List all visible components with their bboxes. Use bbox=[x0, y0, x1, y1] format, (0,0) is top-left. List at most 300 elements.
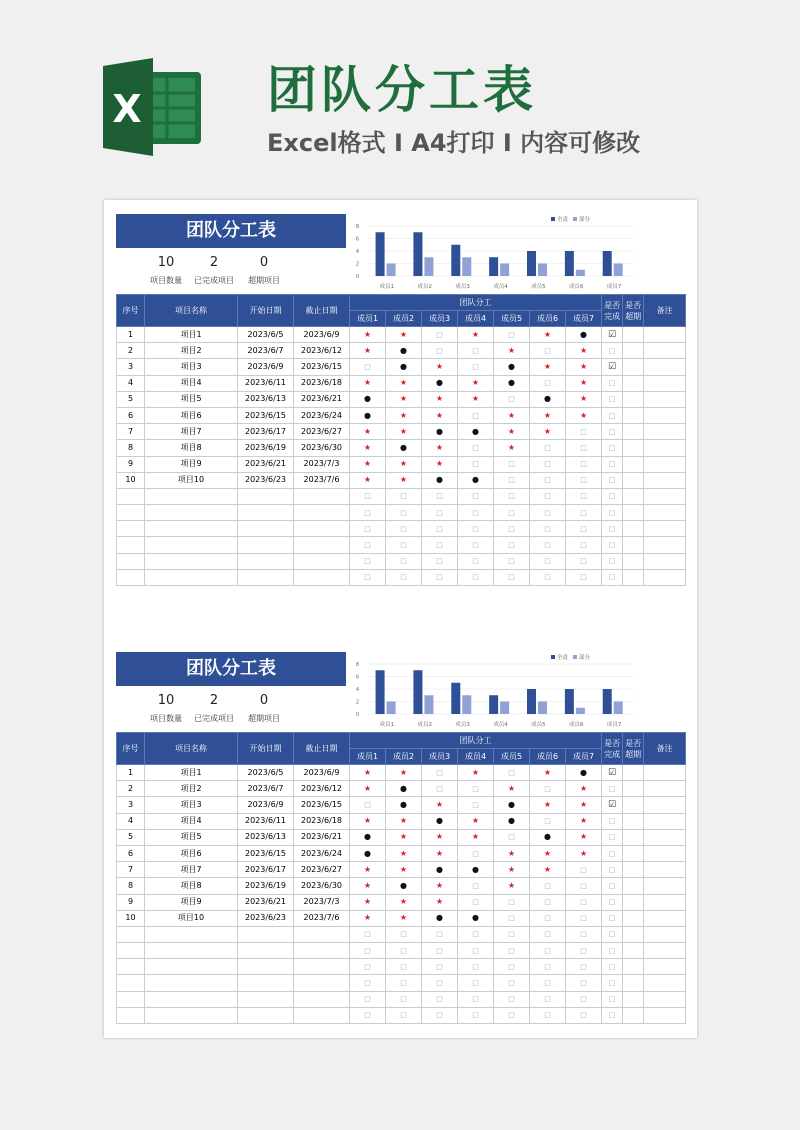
chart-x-label: 成员1 bbox=[379, 722, 395, 728]
cell-empty bbox=[238, 975, 294, 991]
cell-done bbox=[602, 359, 623, 375]
star-icon: ★ bbox=[399, 913, 408, 923]
cell-member bbox=[530, 765, 566, 781]
empty-box-icon: □ bbox=[436, 962, 443, 971]
empty-box-icon: □ bbox=[508, 460, 515, 469]
cell-member bbox=[458, 829, 494, 845]
cell-empty bbox=[117, 1007, 145, 1023]
empty-box-icon: □ bbox=[508, 330, 515, 339]
cell-empty bbox=[145, 537, 238, 553]
table-row bbox=[117, 926, 686, 942]
empty-box-icon: □ bbox=[580, 930, 587, 939]
star-icon: ★ bbox=[399, 426, 408, 436]
empty-box-icon: □ bbox=[472, 557, 479, 566]
cell-member bbox=[494, 391, 530, 407]
cell-name: 项目3 bbox=[145, 359, 238, 375]
star-icon: ★ bbox=[507, 442, 516, 452]
cell-seq: 4 bbox=[117, 813, 145, 829]
cell-member bbox=[422, 327, 458, 343]
cell-overdue bbox=[623, 926, 644, 942]
cell-empty bbox=[145, 569, 238, 585]
empty-box-icon: □ bbox=[608, 379, 616, 388]
cell-name: 项目8 bbox=[145, 878, 238, 894]
cell-member bbox=[350, 943, 386, 959]
empty-box-icon: □ bbox=[608, 427, 616, 436]
cell-seq: 5 bbox=[117, 391, 145, 407]
cell-member bbox=[566, 1007, 602, 1023]
cell-done bbox=[602, 375, 623, 391]
chart-x-label: 成员3 bbox=[455, 284, 470, 290]
cell-note bbox=[644, 910, 686, 926]
cell-member bbox=[386, 521, 422, 537]
cell-member bbox=[602, 991, 623, 1007]
cell-member bbox=[386, 553, 422, 569]
cell-member bbox=[422, 424, 458, 440]
cell-empty bbox=[238, 505, 294, 521]
chart-bar bbox=[565, 251, 574, 276]
empty-box-icon: □ bbox=[508, 524, 515, 533]
chart-y-tick: 8 bbox=[355, 662, 359, 668]
cell-overdue bbox=[623, 327, 644, 343]
cell-overdue bbox=[623, 521, 644, 537]
star-icon: ★ bbox=[543, 426, 552, 436]
cell-end: 2023/6/18 bbox=[294, 813, 350, 829]
cell-member bbox=[422, 991, 458, 1007]
cell-overdue bbox=[623, 472, 644, 488]
legend-label: 全责 bbox=[557, 655, 569, 661]
cell-member bbox=[350, 975, 386, 991]
cell-end: 2023/6/27 bbox=[294, 862, 350, 878]
cell-start: 2023/6/13 bbox=[238, 391, 294, 407]
cell-note bbox=[644, 521, 686, 537]
cell-member bbox=[422, 440, 458, 456]
cell-member bbox=[350, 878, 386, 894]
chart-x-label: 成员4 bbox=[493, 284, 508, 290]
cell-name: 项目2 bbox=[145, 781, 238, 797]
cell-member bbox=[386, 797, 422, 813]
cell-member bbox=[458, 505, 494, 521]
cell-overdue bbox=[623, 959, 644, 975]
cell-member bbox=[494, 505, 530, 521]
cell-member bbox=[530, 797, 566, 813]
empty-box-icon: □ bbox=[608, 930, 616, 939]
col-header-member: 成员2 bbox=[386, 311, 422, 327]
star-icon: ★ bbox=[507, 848, 516, 858]
empty-box-icon: □ bbox=[544, 1011, 551, 1020]
table-row bbox=[117, 343, 686, 359]
empty-box-icon: □ bbox=[400, 557, 407, 566]
table-row bbox=[117, 569, 686, 585]
cell-member bbox=[422, 894, 458, 910]
star-icon: ★ bbox=[471, 394, 480, 404]
chart-bar bbox=[527, 251, 536, 276]
empty-box-icon: □ bbox=[472, 492, 479, 501]
cell-member bbox=[494, 991, 530, 1007]
star-icon: ★ bbox=[435, 897, 444, 907]
empty-box-icon: □ bbox=[544, 881, 551, 890]
cell-member bbox=[386, 1007, 422, 1023]
empty-box-icon: □ bbox=[400, 573, 407, 582]
cell-seq: 3 bbox=[117, 359, 145, 375]
cell-member bbox=[350, 1007, 386, 1023]
empty-box-icon: □ bbox=[400, 492, 407, 501]
empty-box-icon: □ bbox=[580, 492, 587, 501]
empty-box-icon: □ bbox=[400, 995, 407, 1004]
cell-member bbox=[530, 424, 566, 440]
empty-box-icon: □ bbox=[364, 946, 371, 955]
col-header-name: 项目名称 bbox=[145, 733, 238, 765]
cell-seq: 5 bbox=[117, 829, 145, 845]
star-icon: ★ bbox=[543, 767, 552, 777]
star-icon: ★ bbox=[507, 880, 516, 890]
cell-member bbox=[350, 488, 386, 504]
empty-box-icon: □ bbox=[580, 914, 587, 923]
cell-member bbox=[494, 359, 530, 375]
star-icon: ★ bbox=[399, 816, 408, 826]
empty-box-icon: □ bbox=[544, 460, 551, 469]
cell-member bbox=[494, 375, 530, 391]
col-header-member: 成员2 bbox=[386, 749, 422, 765]
cell-member bbox=[458, 959, 494, 975]
cell-note bbox=[644, 1007, 686, 1023]
cell-empty bbox=[145, 521, 238, 537]
chart-x-label: 成员5 bbox=[531, 722, 546, 728]
empty-box-icon: □ bbox=[580, 476, 587, 485]
cell-note bbox=[644, 456, 686, 472]
empty-box-icon: □ bbox=[472, 962, 479, 971]
empty-box-icon: □ bbox=[608, 946, 616, 955]
cell-member bbox=[566, 537, 602, 553]
chart-y-tick: 0 bbox=[355, 712, 359, 718]
cell-member bbox=[494, 813, 530, 829]
cell-empty bbox=[238, 926, 294, 942]
cell-done bbox=[602, 456, 623, 472]
cell-member bbox=[422, 765, 458, 781]
star-icon: ★ bbox=[579, 378, 588, 388]
star-icon: ★ bbox=[579, 394, 588, 404]
empty-box-icon: □ bbox=[580, 460, 587, 469]
col-header-member: 成员3 bbox=[422, 311, 458, 327]
dot-icon: ● bbox=[544, 394, 551, 404]
cell-empty bbox=[238, 1007, 294, 1023]
cell-member bbox=[458, 553, 494, 569]
dot-icon: ● bbox=[508, 378, 515, 388]
task-table bbox=[116, 732, 686, 1024]
cell-done bbox=[602, 862, 623, 878]
empty-box-icon: □ bbox=[508, 508, 515, 517]
chart-bar bbox=[603, 689, 612, 714]
star-icon: ★ bbox=[579, 799, 588, 809]
cell-start: 2023/6/23 bbox=[238, 910, 294, 926]
chart-bar bbox=[424, 695, 433, 714]
cell-overdue bbox=[623, 505, 644, 521]
star-icon: ★ bbox=[399, 767, 408, 777]
cell-member bbox=[386, 845, 422, 861]
cell-done bbox=[602, 845, 623, 861]
cell-member bbox=[386, 472, 422, 488]
cell-name: 项目5 bbox=[145, 829, 238, 845]
cell-overdue bbox=[623, 862, 644, 878]
star-icon: ★ bbox=[579, 848, 588, 858]
table-row bbox=[117, 521, 686, 537]
cell-member bbox=[530, 829, 566, 845]
empty-box-icon: □ bbox=[580, 865, 587, 874]
empty-box-icon: □ bbox=[608, 460, 616, 469]
cell-name: 项目4 bbox=[145, 375, 238, 391]
cell-overdue bbox=[623, 781, 644, 797]
cell-done bbox=[602, 765, 623, 781]
empty-box-icon: □ bbox=[544, 930, 551, 939]
empty-box-icon: □ bbox=[400, 930, 407, 939]
cell-member bbox=[530, 391, 566, 407]
dot-icon: ● bbox=[400, 799, 407, 809]
cell-member bbox=[458, 424, 494, 440]
cell-member bbox=[494, 829, 530, 845]
empty-box-icon: □ bbox=[544, 379, 551, 388]
table-row bbox=[117, 781, 686, 797]
cell-member bbox=[602, 537, 623, 553]
table-row bbox=[117, 959, 686, 975]
cell-member bbox=[494, 327, 530, 343]
cell-member bbox=[422, 878, 458, 894]
cell-member bbox=[566, 440, 602, 456]
cell-member bbox=[494, 797, 530, 813]
cell-member bbox=[422, 569, 458, 585]
cell-member bbox=[530, 926, 566, 942]
cell-member bbox=[494, 537, 530, 553]
cell-overdue bbox=[623, 829, 644, 845]
cell-name: 项目3 bbox=[145, 797, 238, 813]
dot-icon: ● bbox=[508, 816, 515, 826]
table-row bbox=[117, 375, 686, 391]
empty-box-icon: □ bbox=[472, 362, 479, 371]
cell-end: 2023/7/3 bbox=[294, 456, 350, 472]
legend-swatch bbox=[573, 655, 577, 659]
cell-member bbox=[350, 456, 386, 472]
dot-icon: ● bbox=[364, 832, 371, 842]
dot-icon: ● bbox=[436, 378, 443, 388]
cell-empty bbox=[145, 943, 238, 959]
star-icon: ★ bbox=[579, 783, 588, 793]
empty-box-icon: □ bbox=[608, 411, 616, 420]
empty-box-icon: □ bbox=[508, 1011, 515, 1020]
cell-member bbox=[386, 943, 422, 959]
cell-member bbox=[458, 894, 494, 910]
chart-bar bbox=[565, 689, 574, 714]
cell-end: 2023/7/3 bbox=[294, 894, 350, 910]
empty-box-icon: □ bbox=[544, 898, 551, 907]
cell-empty bbox=[145, 959, 238, 975]
cell-member bbox=[494, 488, 530, 504]
cell-member bbox=[422, 845, 458, 861]
empty-box-icon: □ bbox=[508, 395, 515, 404]
cell-member bbox=[386, 991, 422, 1007]
star-icon: ★ bbox=[543, 799, 552, 809]
star-icon: ★ bbox=[543, 361, 552, 371]
chart-y-tick: 2 bbox=[355, 261, 359, 268]
cell-member bbox=[350, 537, 386, 553]
table-row bbox=[117, 765, 686, 781]
empty-box-icon: □ bbox=[436, 492, 443, 501]
star-icon: ★ bbox=[579, 345, 588, 355]
star-icon: ★ bbox=[471, 832, 480, 842]
col-header-member: 成员5 bbox=[494, 311, 530, 327]
chart-svg bbox=[348, 214, 638, 292]
chart-bar bbox=[424, 257, 433, 276]
stat-label: 已完成项目 bbox=[194, 714, 234, 723]
chart-bar bbox=[576, 270, 585, 276]
table-row bbox=[117, 472, 686, 488]
stat-value: 0 bbox=[259, 255, 269, 270]
cell-start: 2023/6/9 bbox=[238, 797, 294, 813]
cell-member bbox=[566, 472, 602, 488]
cell-overdue bbox=[623, 537, 644, 553]
cell-name: 项目9 bbox=[145, 894, 238, 910]
cell-overdue bbox=[623, 440, 644, 456]
cell-member bbox=[458, 391, 494, 407]
legend-label: 部分 bbox=[579, 217, 591, 223]
empty-box-icon: □ bbox=[436, 995, 443, 1004]
empty-box-icon: □ bbox=[544, 784, 551, 793]
star-icon: ★ bbox=[399, 897, 408, 907]
cell-member bbox=[602, 521, 623, 537]
cell-member bbox=[350, 343, 386, 359]
cell-member bbox=[494, 926, 530, 942]
empty-box-icon: □ bbox=[472, 800, 479, 809]
star-icon: ★ bbox=[399, 329, 408, 339]
star-icon: ★ bbox=[363, 329, 372, 339]
empty-box-icon: □ bbox=[544, 508, 551, 517]
cell-name: 项目7 bbox=[145, 424, 238, 440]
empty-box-icon: □ bbox=[608, 524, 616, 533]
star-icon: ★ bbox=[435, 442, 444, 452]
cell-empty bbox=[238, 959, 294, 975]
cell-note bbox=[644, 926, 686, 942]
chart-y-tick: 6 bbox=[355, 674, 359, 681]
cell-empty bbox=[238, 991, 294, 1007]
empty-box-icon: □ bbox=[364, 492, 371, 501]
member-bar-chart bbox=[348, 652, 638, 730]
banner bbox=[0, 0, 800, 190]
task-table bbox=[116, 294, 686, 586]
table-row bbox=[117, 359, 686, 375]
empty-box-icon: □ bbox=[544, 557, 551, 566]
cell-member bbox=[458, 878, 494, 894]
cell-member bbox=[458, 781, 494, 797]
cell-member bbox=[422, 959, 458, 975]
cell-overdue bbox=[623, 991, 644, 1007]
table-row bbox=[117, 424, 686, 440]
empty-box-icon: □ bbox=[472, 411, 479, 420]
empty-box-icon: □ bbox=[472, 1011, 479, 1020]
star-icon: ★ bbox=[543, 329, 552, 339]
cell-overdue bbox=[623, 569, 644, 585]
dot-icon: ● bbox=[436, 816, 443, 826]
cell-seq: 10 bbox=[117, 910, 145, 926]
checked-box-icon: ☑ bbox=[608, 329, 617, 340]
col-header-note: 备注 bbox=[644, 295, 686, 327]
cell-member bbox=[386, 359, 422, 375]
empty-box-icon: □ bbox=[580, 443, 587, 452]
cell-seq: 9 bbox=[117, 456, 145, 472]
dot-icon: ● bbox=[436, 426, 443, 436]
cell-member bbox=[386, 926, 422, 942]
chart-x-label: 成员4 bbox=[493, 722, 508, 728]
cell-note bbox=[644, 440, 686, 456]
cell-overdue bbox=[623, 878, 644, 894]
cell-done bbox=[602, 391, 623, 407]
cell-member bbox=[602, 553, 623, 569]
empty-box-icon: □ bbox=[580, 1011, 587, 1020]
empty-box-icon: □ bbox=[472, 930, 479, 939]
cell-note bbox=[644, 781, 686, 797]
empty-box-icon: □ bbox=[364, 541, 371, 550]
cell-member bbox=[566, 991, 602, 1007]
cell-member bbox=[494, 910, 530, 926]
cell-member bbox=[458, 407, 494, 423]
empty-box-icon: □ bbox=[436, 330, 443, 339]
star-icon: ★ bbox=[399, 459, 408, 469]
table-row bbox=[117, 391, 686, 407]
cell-member bbox=[350, 472, 386, 488]
cell-end: 2023/6/15 bbox=[294, 797, 350, 813]
cell-member bbox=[458, 943, 494, 959]
cell-member bbox=[566, 391, 602, 407]
cell-start: 2023/6/5 bbox=[238, 327, 294, 343]
cell-empty bbox=[294, 1007, 350, 1023]
star-icon: ★ bbox=[399, 864, 408, 874]
cell-member bbox=[458, 375, 494, 391]
chart-bar bbox=[500, 264, 509, 277]
star-icon: ★ bbox=[579, 816, 588, 826]
cell-empty bbox=[117, 488, 145, 504]
col-header-member: 成员4 bbox=[458, 749, 494, 765]
stat-overdue bbox=[234, 254, 294, 287]
empty-box-icon: □ bbox=[472, 784, 479, 793]
cell-empty bbox=[294, 959, 350, 975]
chart-x-label: 成员2 bbox=[417, 284, 433, 290]
cell-start: 2023/6/17 bbox=[238, 424, 294, 440]
star-icon: ★ bbox=[399, 848, 408, 858]
col-header-member: 成员6 bbox=[530, 749, 566, 765]
stat-label: 超期项目 bbox=[248, 276, 280, 285]
empty-box-icon: □ bbox=[608, 995, 616, 1004]
cell-member bbox=[386, 569, 422, 585]
cell-empty bbox=[117, 537, 145, 553]
table-row bbox=[117, 894, 686, 910]
cell-name: 项目1 bbox=[145, 765, 238, 781]
empty-box-icon: □ bbox=[544, 962, 551, 971]
cell-member bbox=[422, 505, 458, 521]
dot-icon: ● bbox=[544, 832, 551, 842]
cell-note bbox=[644, 327, 686, 343]
chart-y-tick: 4 bbox=[355, 687, 359, 693]
empty-box-icon: □ bbox=[364, 995, 371, 1004]
cell-start: 2023/6/11 bbox=[238, 813, 294, 829]
cell-member bbox=[350, 375, 386, 391]
cell-member bbox=[566, 488, 602, 504]
cell-note bbox=[644, 553, 686, 569]
cell-member bbox=[566, 521, 602, 537]
chart-bar bbox=[376, 670, 385, 714]
cell-empty bbox=[294, 569, 350, 585]
cell-member bbox=[566, 781, 602, 797]
cell-name: 项目10 bbox=[145, 910, 238, 926]
star-icon: ★ bbox=[363, 897, 372, 907]
empty-box-icon: □ bbox=[608, 817, 616, 826]
cell-end: 2023/6/21 bbox=[294, 391, 350, 407]
chart-bar bbox=[376, 232, 385, 276]
